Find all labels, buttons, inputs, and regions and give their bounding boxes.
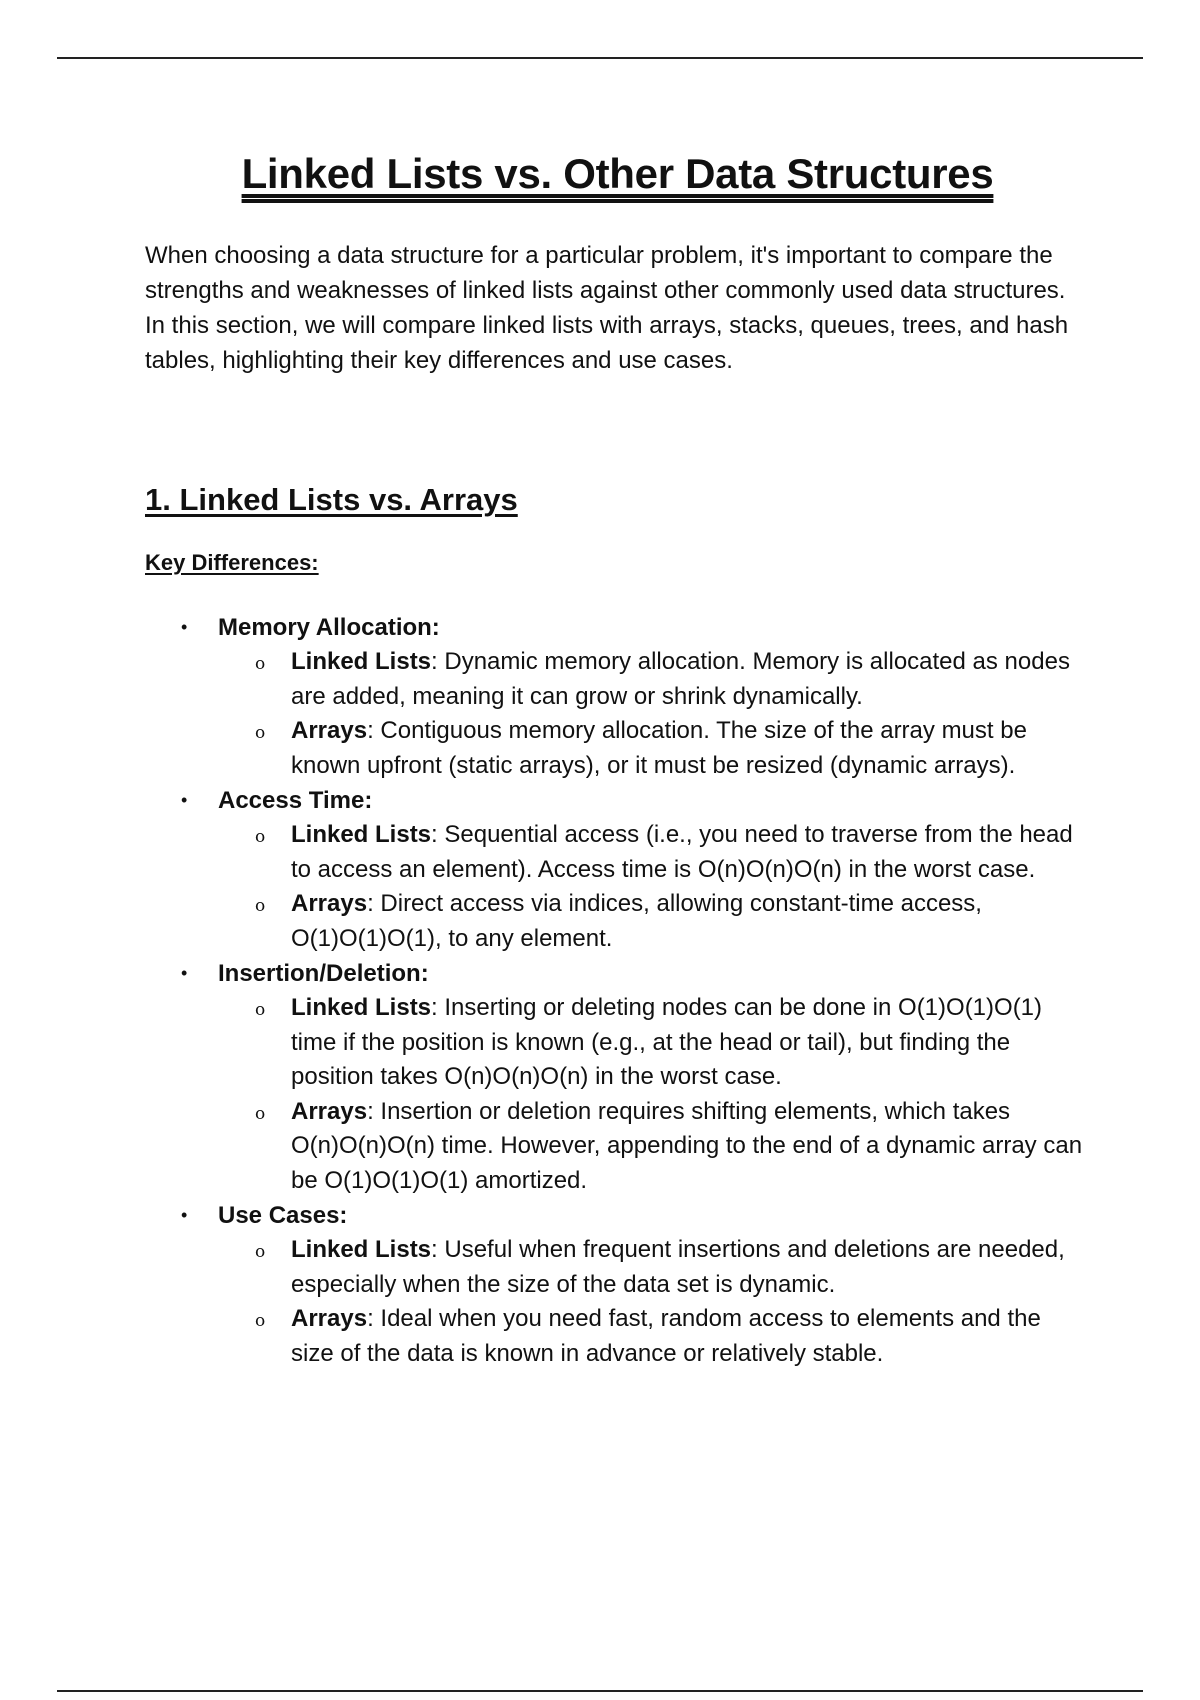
term-label: Linked Lists bbox=[291, 821, 432, 848]
sub-list bbox=[218, 818, 1090, 956]
footer-rule bbox=[57, 1690, 1143, 1692]
header-rule bbox=[57, 57, 1143, 59]
sub-list-item bbox=[218, 1302, 1090, 1371]
sub-bullet-icon: o bbox=[255, 723, 266, 743]
document-body bbox=[145, 140, 1090, 1371]
list-item-label: Use Cases: bbox=[218, 1202, 348, 1229]
page-title: Linked Lists vs. Other Data Structures bbox=[241, 150, 994, 197]
bullet-icon: • bbox=[181, 790, 188, 810]
list-item-access-time bbox=[145, 783, 1090, 956]
list-item-insertion-deletion bbox=[145, 956, 1090, 1198]
term-label: Linked Lists bbox=[291, 648, 432, 675]
term-description: : Contiguous memory allocation. The size of the array must be known upfront (static arrays), or it must be resized (dynamic arrays). bbox=[291, 717, 1027, 779]
list-item-label: Memory Allocation: bbox=[218, 614, 440, 641]
sub-bullet-icon: o bbox=[255, 1103, 266, 1124]
term-description: : Inserting or deleting nodes can be done in O(1)O(1)O(1) time if the position is known (e.g., at the head or tail), but finding the position takes O(n)O(n)O(n) in the worst case. bbox=[291, 994, 1043, 1090]
sub-bullet-icon: o bbox=[255, 1311, 266, 1331]
sub-list-item bbox=[218, 645, 1090, 714]
term-description: : Useful when frequent insertions and deletions are needed, especially when the size of the data set is dynamic. bbox=[291, 1236, 1065, 1298]
sub-list-item bbox=[218, 1233, 1090, 1302]
bullet-icon: • bbox=[181, 1205, 188, 1225]
sub-list-item bbox=[218, 887, 1090, 956]
term-description: : Sequential access (i.e., you need to traverse from the head to access an element). Access time is O(n)O(n)O(n) in the worst case. bbox=[291, 821, 1073, 883]
key-differences-list bbox=[145, 610, 1090, 1371]
term-label: Linked Lists bbox=[291, 1236, 432, 1263]
list-item-memory-allocation bbox=[145, 610, 1090, 783]
sub-bullet-icon: o bbox=[255, 896, 266, 916]
term-label: Arrays bbox=[291, 1097, 368, 1125]
sub-list bbox=[218, 645, 1090, 783]
term-description: : Dynamic memory allocation. Memory is allocated as nodes are added, meaning it can grow or shrink dynamically. bbox=[291, 648, 1070, 710]
list-item-label: Access Time: bbox=[218, 787, 373, 814]
subsection-heading: Key Differences: bbox=[145, 550, 319, 575]
bullet-icon: • bbox=[181, 963, 188, 983]
term-label: Arrays bbox=[291, 1305, 368, 1332]
sub-bullet-icon: o bbox=[255, 1242, 266, 1262]
term-description: : Ideal when you need fast, random access to elements and the size of the data is known in advance or relatively stable. bbox=[291, 1305, 1041, 1367]
intro-paragraph: When choosing a data structure for a particular problem, it's important to compare the strengths and weaknesses of linked lists against other commonly used data structures. In this section, we will compare linked lists with arrays, stacks, queues, trees, and hash tables, highlighting their key differences and use cases. bbox=[145, 242, 1069, 374]
section-heading: 1. Linked Lists vs. Arrays bbox=[145, 482, 518, 517]
sub-list-item bbox=[218, 818, 1090, 887]
sub-list-item bbox=[218, 991, 1090, 1095]
sub-bullet-icon: o bbox=[255, 654, 266, 674]
list-item-use-cases bbox=[145, 1198, 1090, 1371]
sub-list bbox=[218, 1233, 1090, 1371]
sub-list-item bbox=[218, 714, 1090, 783]
term-label: Arrays bbox=[291, 890, 368, 917]
term-description: : Direct access via indices, allowing constant-time access, O(1)O(1)O(1), to any element. bbox=[291, 890, 982, 952]
term-label: Arrays bbox=[291, 717, 368, 744]
sub-list bbox=[218, 991, 1090, 1198]
list-item-label: Insertion/Deletion: bbox=[218, 960, 429, 987]
sub-list-item bbox=[218, 1095, 1090, 1199]
sub-bullet-icon: o bbox=[255, 1000, 266, 1020]
term-description: : Insertion or deletion requires shifting elements, which takes O(n)O(n)O(n) time. However, appending to the end of a dynamic array can be O(1)O(1)O(1) amortized. bbox=[291, 1097, 1083, 1194]
sub-bullet-icon: o bbox=[255, 827, 266, 847]
term-label: Linked Lists bbox=[291, 994, 432, 1021]
bullet-icon: • bbox=[181, 617, 188, 637]
